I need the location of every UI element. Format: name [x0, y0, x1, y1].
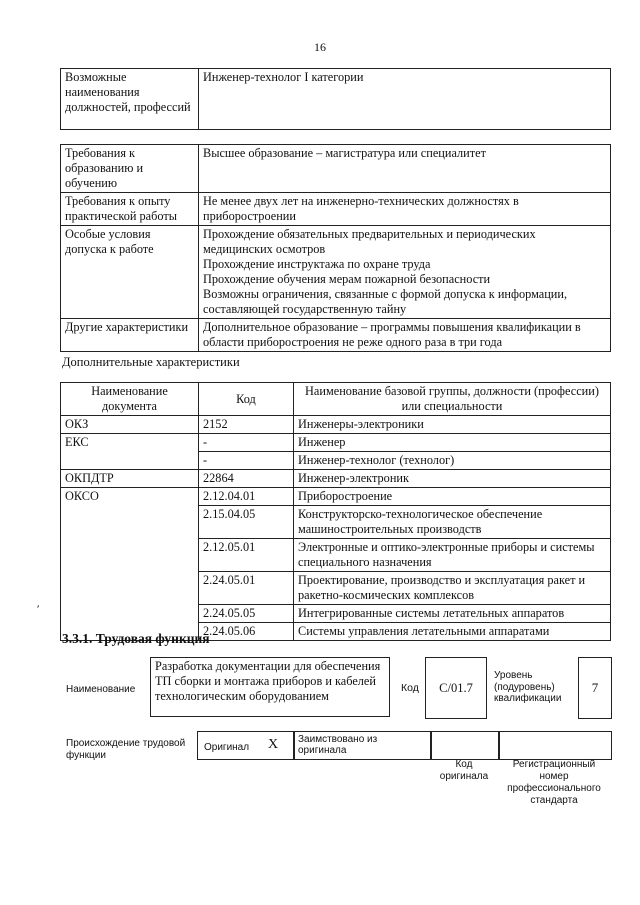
requirement-value: Не менее двух лет на инженерно-технических должностях в приборостроении [199, 193, 611, 226]
header-name: Наименование базовой группы, должности (профессии) или специальности [294, 383, 611, 416]
table-row [61, 434, 611, 452]
table-row [61, 319, 611, 352]
cell-name: Проектирование, производство и эксплуатация ракет и ракетно-космических комплексов [294, 572, 611, 605]
cell-name: Инженер [294, 434, 611, 452]
origin-label: Происхождение трудовой функции [66, 738, 186, 761]
cell-code: 2.12.05.01 [199, 539, 294, 572]
level-box: 7 [578, 657, 612, 719]
table-header-row [61, 383, 611, 416]
table-row [61, 226, 611, 319]
cell-code: 22864 [199, 470, 294, 488]
level-label: Уровень (подуровень) квалификации [494, 670, 562, 704]
table-row [61, 193, 611, 226]
cell-name: Электронные и оптико-электронные приборы и системы специального назначения [294, 539, 611, 572]
cell-code: 2152 [199, 416, 294, 434]
requirement-line: Возможны ограничения, связанные с формой допуска к информации, составляющей государственную тайну [203, 287, 568, 316]
cell-doc: ЕКС [61, 434, 199, 470]
cell-name: Системы управления летательными аппаратами [294, 623, 611, 641]
requirement-line: Прохождение обучения мерам пожарной безопасности [203, 272, 491, 286]
additional-title: Дополнительные характеристики [62, 355, 240, 369]
cell-doc: ОКЗ [61, 416, 199, 434]
cell-name: Интегрированные системы летательных аппаратов [294, 605, 611, 623]
table-row [61, 416, 611, 434]
cell-code: 2.12.04.01 [199, 488, 294, 506]
cell-name: Приборостроение [294, 488, 611, 506]
requirement-values [199, 226, 611, 319]
cell-name: Инженер-технолог (технолог) [294, 452, 611, 470]
code-label: Код [401, 682, 419, 694]
reg-number-caption: Регистрационный номер профессионального стандарта [507, 759, 601, 806]
requirements-table [60, 144, 611, 352]
cell-name: Инженер-электроник [294, 470, 611, 488]
requirement-label: Особые условия допуска к работе [61, 226, 199, 319]
cell-code: - [199, 452, 294, 470]
requirement-line: Прохождение обязательных предварительных и периодических медицинских осмотров [203, 227, 536, 256]
table-row [61, 69, 611, 130]
cell-doc: ОКСО [61, 488, 199, 641]
cell-code: 2.24.05.06 [199, 623, 294, 641]
cell-doc: ОКПДТР [61, 470, 199, 488]
code-original-cell [430, 731, 500, 760]
cell-code: 2.24.05.05 [199, 605, 294, 623]
positions-label: Возможные наименования должностей, профессий [61, 69, 199, 130]
page-number: 16 [314, 40, 326, 54]
code-original-caption: Код оригинала [439, 759, 489, 782]
section-heading: 3.3.1. Трудовая функция [62, 631, 210, 646]
requirement-label: Требования к опыту практической работы [61, 193, 199, 226]
cell-name: Инженеры-электроники [294, 416, 611, 434]
table-row [61, 488, 611, 506]
original-mark: X [268, 737, 279, 752]
requirement-label: Другие характеристики [61, 319, 199, 352]
requirement-label: Требования к образованию и обучению [61, 145, 199, 193]
requirement-value: Высшее образование – магистратура или специалитет [199, 145, 611, 193]
cell-code: - [199, 434, 294, 452]
borrowed-label: Заимствовано из оригинала [298, 734, 378, 756]
name-label: Наименование [66, 684, 136, 695]
function-name-box: Разработка документации для обеспечения ТП сборки и монтажа приборов и кабелей технологическим оборудованием [150, 657, 390, 717]
cell-code: 2.15.04.05 [199, 506, 294, 539]
requirement-value: Дополнительное образование – программы повышения квалификации в области приборостроения не реже одного раза в три года [199, 319, 611, 352]
function-code-box: C/01.7 [425, 657, 487, 719]
table-row [61, 470, 611, 488]
original-label: Оригинал [204, 742, 250, 753]
header-code: Код [199, 383, 294, 416]
positions-table [60, 68, 611, 130]
reg-number-cell [498, 731, 612, 760]
cell-code: 2.24.05.01 [199, 572, 294, 605]
cell-name: Конструкторско-технологическое обеспечение машиностроительных производств [294, 506, 611, 539]
requirement-line: Прохождение инструктажа по охране труда [203, 257, 431, 271]
header-doc: Наименование документа [61, 383, 199, 416]
positions-value: Инженер-технолог I категории [199, 69, 611, 130]
table-row [61, 145, 611, 193]
scan-mark: ⸴ [37, 600, 40, 611]
additional-table [60, 382, 611, 641]
